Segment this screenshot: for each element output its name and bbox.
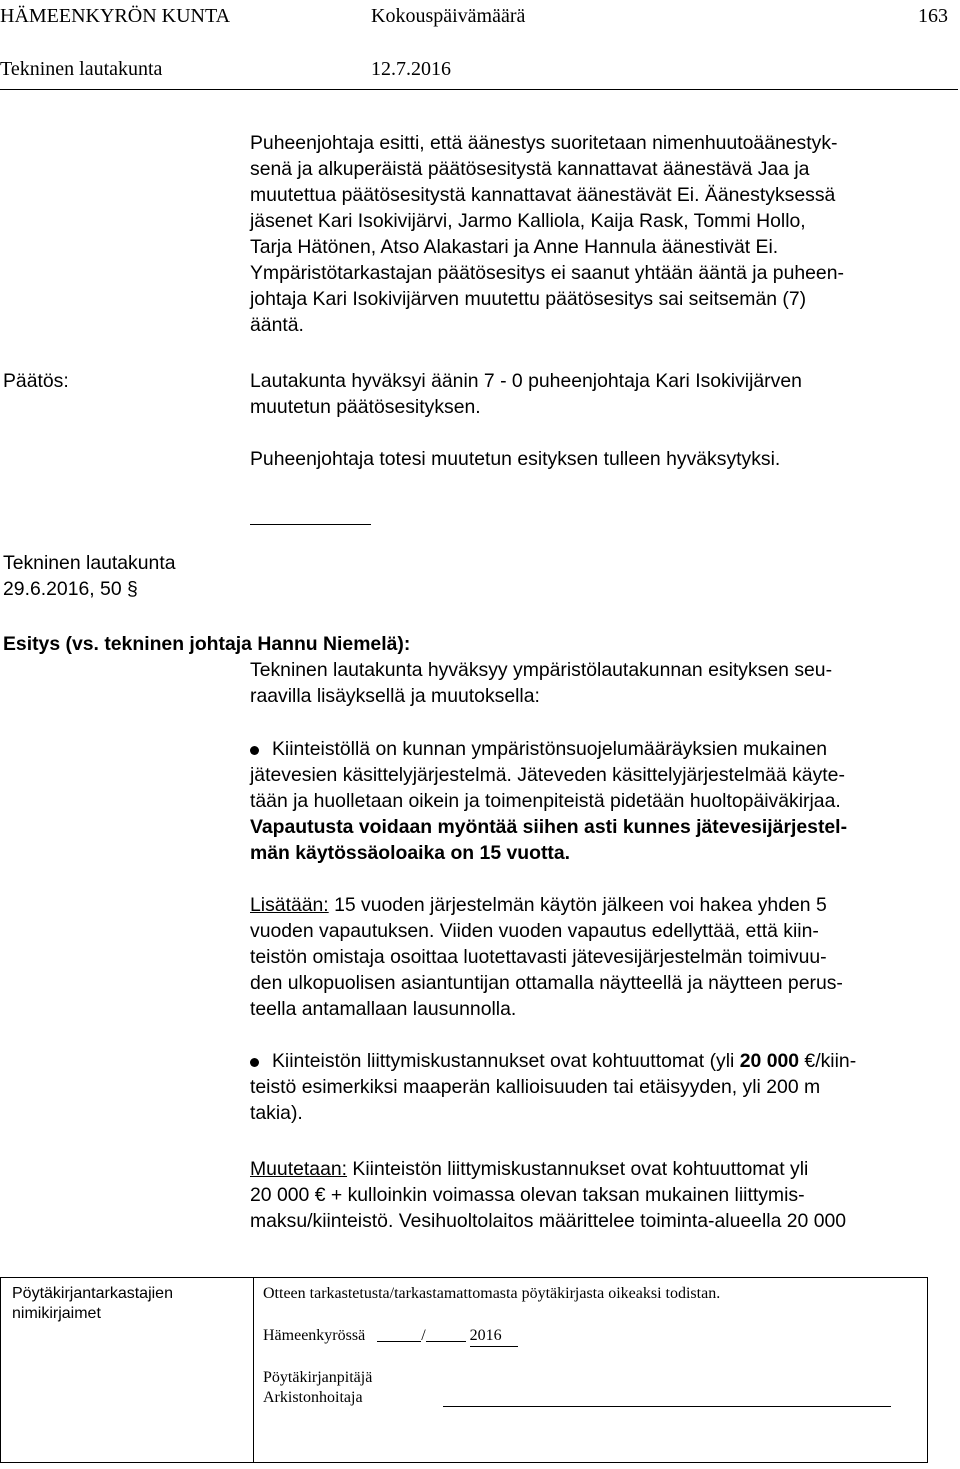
- bullet-line: tään ja huolletaan oikein ja toimenpiteistä pidetään huoltopäiväkirjaa.: [250, 790, 841, 812]
- bullet-line: jätevesien käsittelyjärjestelmä. Jäteveden käsittelyjärjestelmää käyte-: [250, 764, 845, 786]
- decision-line: Lautakunta hyväksyi äänin 7 - 0 puheenjohtaja Kari Isokivijärven: [250, 370, 802, 392]
- change-paragraph: [250, 1156, 846, 1234]
- addition-label: Lisätään:: [250, 894, 329, 916]
- proposal-intro-line: raavilla lisäyksellä ja muutoksella:: [250, 685, 540, 707]
- footer-place: Hämeenkyrössä: [263, 1327, 366, 1344]
- decision-confirmation: Puheenjohtaja totesi muutetun esityksen tulleen hyväksytyksi.: [250, 448, 781, 470]
- decision-line: muutetun päätösesityksen.: [250, 396, 481, 418]
- change-label: Muutetaan:: [250, 1158, 348, 1180]
- reference-committee: Tekninen lautakunta: [3, 552, 176, 574]
- header-divider: [0, 89, 958, 90]
- footer-archivist: Arkistonhoitaja: [263, 1389, 363, 1406]
- section-sign: §: [127, 578, 138, 600]
- signature-line: [443, 1406, 891, 1407]
- committee-name: Tekninen lautakunta: [0, 58, 163, 80]
- change-first-line: Muutetaan: Kiinteistön liittymiskustannukset ovat kohtuuttomat yli: [250, 1158, 809, 1180]
- footer-signature-box: [0, 1277, 928, 1463]
- day-blank: [377, 1341, 421, 1342]
- addition-line: vuoden vapautuksen. Viiden vuoden vapautus edellyttää, että kiin-: [250, 920, 819, 942]
- bullet-line: teistö esimerkiksi maaperän kallioisuuden tai etäisyyden, yli 200 m: [250, 1076, 821, 1098]
- footer-divider: [253, 1278, 254, 1462]
- bullet-line: Kiinteistöllä on kunnan ympäristönsuojelumääräyksien mukainen: [272, 738, 828, 760]
- bullet-item-1: [250, 736, 847, 866]
- footer-initials-label: Pöytäkirjantarkastajien nimikirjaimet: [12, 1285, 173, 1322]
- decision-label: Päätös:: [3, 370, 69, 392]
- paragraph-line: muutettua päätösesitystä kannattavat äänestävät Ei. Äänestyksessä: [250, 184, 836, 206]
- meeting-date: 12.7.2016: [371, 58, 451, 80]
- footer-keeper: Pöytäkirjanpitäjä: [263, 1369, 373, 1386]
- proposal-heading: Esitys (vs. tekninen johtaja Hannu Niemelä):: [3, 633, 411, 655]
- section-separator: [250, 524, 371, 525]
- meeting-date-label: Kokouspäivämäärä: [371, 5, 526, 27]
- proposal-intro-line: Tekninen lautakunta hyväksyy ympäristölautakunnan esityksen seu-: [250, 659, 833, 681]
- reference-date-section: 29.6.2016, 50 §: [3, 578, 138, 600]
- addition-line: den ulkopuolisen asiantuntijan ottamalla näytteellä ja näytteen perus-: [250, 972, 843, 994]
- change-line: 20 000 € + kulloinkin voimassa olevan taksan mukainen liittymis-: [250, 1184, 805, 1206]
- paragraph-line: jäsenet Kari Isokivijärvi, Jarmo Kalliola, Kaija Rask, Tommi Hollo,: [250, 210, 806, 232]
- organization-name: HÄMEENKYRÖN KUNTA: [0, 5, 231, 27]
- paragraph-line: senä ja alkuperäistä päätösesitystä kannattavat äänestävä Jaa ja: [250, 158, 810, 180]
- proposal-intro: [250, 657, 832, 709]
- bullet-bold-line: Vapautusta voidaan myöntää siihen asti kunnes jätevesijärjestel-: [250, 816, 848, 838]
- addition-line: teella antamallaan lausunnolla.: [250, 998, 517, 1020]
- paragraph-line: Ympäristötarkastajan päätösesitys ei saanut yhtään ääntä ja puheen-: [250, 262, 844, 284]
- bullet-bold-line: män käytössäoloaika on 15 vuotta.: [250, 842, 571, 864]
- month-blank: [426, 1341, 466, 1342]
- bullet-line: takia).: [250, 1102, 303, 1124]
- section-reference: [3, 550, 176, 602]
- paragraph-line: Tarja Hätönen, Atso Alakastari ja Anne Hannula äänestivät Ei.: [250, 236, 779, 258]
- addition-line: teistön omistaja osoittaa luotettavasti jätevesijärjestelmän toimivuu-: [250, 946, 827, 968]
- footer-verification-text: Otteen tarkastetusta/tarkastamattomasta pöytäkirjasta oikeaksi todistan.: [263, 1285, 721, 1302]
- paragraph-line: Puheenjohtaja esitti, että äänestys suoritetaan nimenhuutoäänestyk-: [250, 132, 838, 154]
- footer-year: 2016: [470, 1326, 518, 1347]
- paragraph-line: ääntä.: [250, 314, 304, 336]
- bullet-item-2: [250, 1048, 856, 1126]
- addition-paragraph: [250, 892, 843, 1022]
- addition-first-line: Lisätään: 15 vuoden järjestelmän käytön jälkeen voi hakea yhden 5: [250, 894, 827, 916]
- decision-text: [250, 368, 802, 420]
- bullet-first-line: Kiinteistön liittymiskustannukset ovat kohtuuttomat (yli 20 000 €/kiin-: [272, 1050, 857, 1072]
- change-line: maksu/kiinteistö. Vesihuoltolaitos määrittelee toiminta-alueella 20 000: [250, 1210, 847, 1232]
- footer-place-date: Hämeenkyrössä / 2016: [263, 1326, 518, 1347]
- paragraph-line: johtaja Kari Isokivijärven muutettu päätösesitys sai seitsemän (7): [250, 288, 807, 310]
- page-number: 163: [918, 5, 948, 27]
- voting-paragraph: [250, 130, 844, 338]
